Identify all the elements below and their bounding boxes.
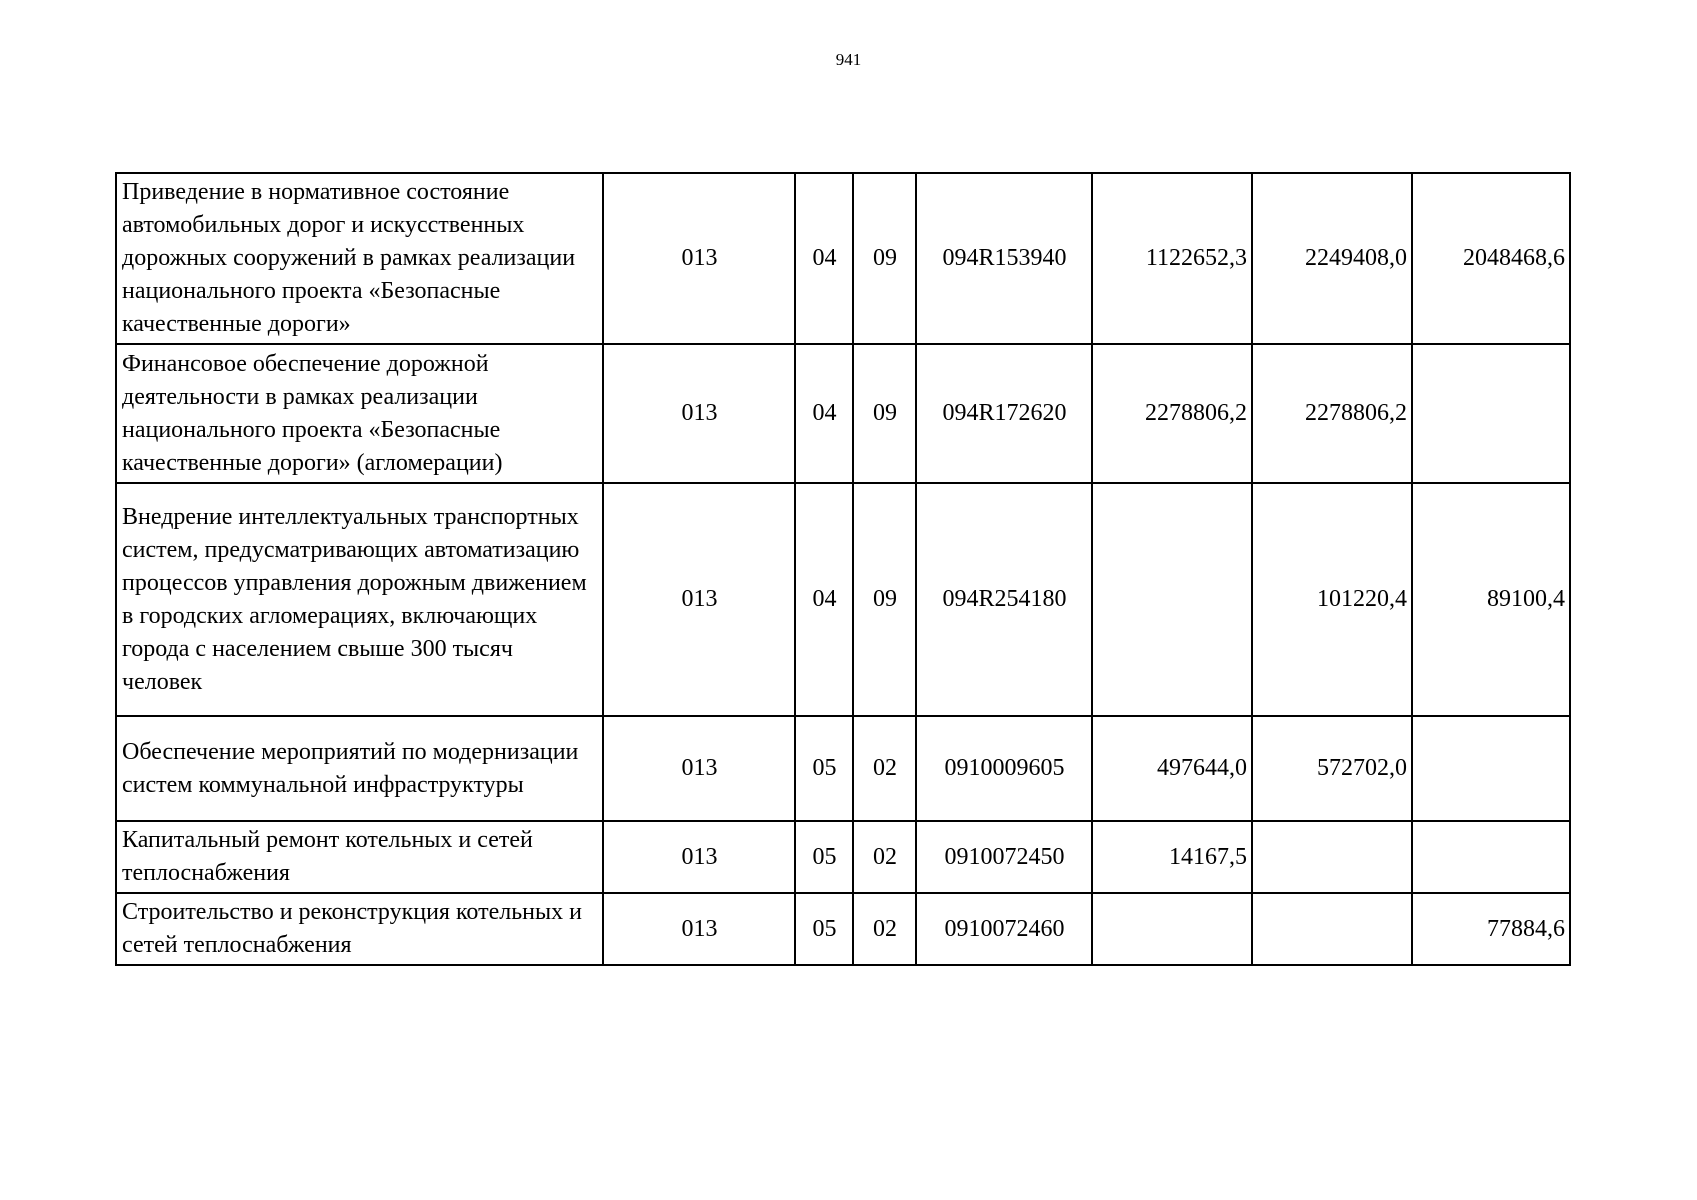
table-row — [116, 716, 1570, 821]
section-code-cell: 05 — [795, 716, 853, 821]
row-name-cell: Строительство и реконструкция котельных и сетей теплоснабжения — [116, 893, 603, 965]
ministry-code-cell: 013 — [603, 344, 795, 483]
row-name-cell: Капитальный ремонт котельных и сетей теплоснабжения — [116, 821, 603, 893]
target-code-cell: 0910072450 — [916, 821, 1092, 893]
ministry-code-cell: 013 — [603, 173, 795, 344]
target-code-cell: 094R172620 — [916, 344, 1092, 483]
section-code-cell: 04 — [795, 344, 853, 483]
subsection-code-cell: 09 — [853, 173, 916, 344]
table-row — [116, 893, 1570, 965]
amount-2-cell — [1252, 893, 1412, 965]
amount-2-cell: 101220,4 — [1252, 483, 1412, 716]
amount-3-cell: 2048468,6 — [1412, 173, 1570, 344]
amount-2-cell: 2249408,0 — [1252, 173, 1412, 344]
table-row — [116, 483, 1570, 716]
target-code-cell: 094R153940 — [916, 173, 1092, 344]
amount-2-cell — [1252, 821, 1412, 893]
amount-1-cell: 2278806,2 — [1092, 344, 1252, 483]
amount-3-cell — [1412, 344, 1570, 483]
ministry-code-cell: 013 — [603, 893, 795, 965]
subsection-code-cell: 02 — [853, 716, 916, 821]
row-name-cell: Финансовое обеспечение дорожной деятельности в рамках реализации национального проекта «Безопасные качественные дороги» (агломерации) — [116, 344, 603, 483]
target-code-cell: 094R254180 — [916, 483, 1092, 716]
amount-3-cell — [1412, 716, 1570, 821]
page-number: 941 — [835, 50, 862, 69]
row-name-cell: Приведение в нормативное состояние автомобильных дорог и искусственных дорожных сооружений в рамках реализации национального проекта «Безопасные качественные дороги» — [116, 173, 603, 344]
subsection-code-cell: 09 — [853, 344, 916, 483]
subsection-code-cell: 02 — [853, 893, 916, 965]
row-name-cell: Обеспечение мероприятий по модернизации систем коммунальной инфраструктуры — [116, 716, 603, 821]
subsection-code-cell: 02 — [853, 821, 916, 893]
amount-1-cell: 14167,5 — [1092, 821, 1252, 893]
table-row — [116, 173, 1570, 344]
amount-2-cell: 2278806,2 — [1252, 344, 1412, 483]
ministry-code-cell: 013 — [603, 716, 795, 821]
target-code-cell: 0910072460 — [916, 893, 1092, 965]
amount-3-cell — [1412, 821, 1570, 893]
row-name-cell: Внедрение интеллектуальных транспортных систем, предусматривающих автоматизацию процессов управления дорожным движением в городских агломерациях, включающих города с населением свыше 300 тысяч человек — [116, 483, 603, 716]
amount-2-cell: 572702,0 — [1252, 716, 1412, 821]
section-code-cell: 04 — [795, 483, 853, 716]
table-row — [116, 821, 1570, 893]
amount-1-cell: 497644,0 — [1092, 716, 1252, 821]
table-row — [116, 344, 1570, 483]
ministry-code-cell: 013 — [603, 483, 795, 716]
amount-1-cell — [1092, 483, 1252, 716]
budget-table — [115, 172, 1571, 966]
section-code-cell: 05 — [795, 821, 853, 893]
amount-3-cell: 89100,4 — [1412, 483, 1570, 716]
section-code-cell: 05 — [795, 893, 853, 965]
subsection-code-cell: 09 — [853, 483, 916, 716]
target-code-cell: 0910009605 — [916, 716, 1092, 821]
amount-1-cell: 1122652,3 — [1092, 173, 1252, 344]
ministry-code-cell: 013 — [603, 821, 795, 893]
section-code-cell: 04 — [795, 173, 853, 344]
amount-3-cell: 77884,6 — [1412, 893, 1570, 965]
amount-1-cell — [1092, 893, 1252, 965]
